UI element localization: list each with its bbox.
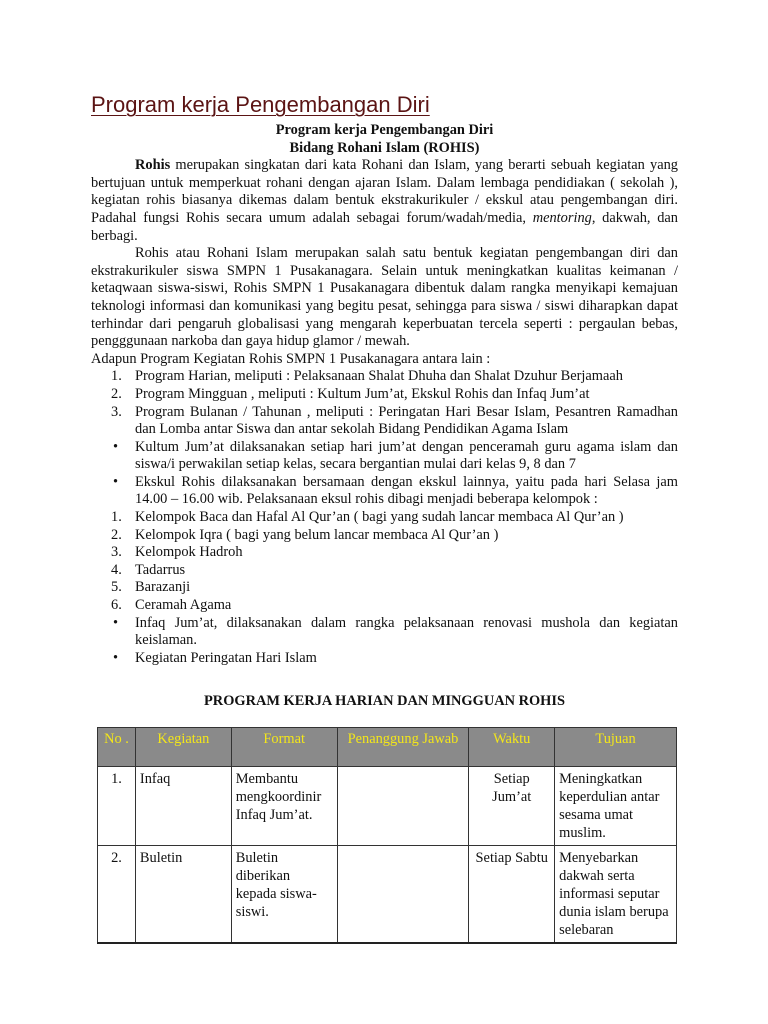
paragraph-intro-text: merupakan singkatan dari kata Rohani dan Islam, yang berarti sebuah kegiatan yang bertujuan untuk memperkuat rohani dengan ajaran Islam. Dalam lembaga pendidiakan ( sekolah ), kegiatan rohis biasanya dikemas dalam bentuk ekstrakurikuler / ekskul atau pengembangan diri. Padahal fungsi Rohis secara umum adalah sebagai forum/wadah/media, <box>91 157 678 226</box>
list-marker: 1. <box>111 509 122 526</box>
list-item-text: Barazanji <box>135 579 191 596</box>
table-header-cell: Kegiatan <box>135 728 231 767</box>
document-title: Program kerja Pengembangan Diri <box>275 122 494 138</box>
list-item-text: Program Bulanan / Tahunan , meliputi : Peringatan Hari Besar Islam, Pesantren Ramadhan dan Lomba antar Siswa dan antar sekolah Bidang Pendidikan Agama Islam <box>135 403 678 438</box>
table-body <box>98 767 677 944</box>
list-item <box>91 368 678 386</box>
list-marker: 4. <box>111 561 122 578</box>
page-heading: Program kerja Pengembangan Diri <box>91 92 430 117</box>
table-cell: Buletin <box>135 846 231 944</box>
list-item-text: Kelompok Iqra ( bagi yang belum lancar membaca Al Qur’an ) <box>135 526 499 543</box>
list-marker: • <box>113 649 119 666</box>
table-cell <box>337 846 469 944</box>
table-cell: Setiap Sabtu <box>469 846 555 944</box>
list-item-text: Tadarrus <box>135 561 186 578</box>
list-marker: 2. <box>111 526 122 543</box>
list-marker: • <box>113 614 119 631</box>
table-cell: Infaq <box>135 767 231 846</box>
table-header-cell: Format <box>231 728 337 767</box>
document-subtitle: Bidang Rohani Islam (ROHIS) <box>289 139 480 156</box>
list-item-text: Program Harian, meliputi : Pelaksanaan Shalat Dhuha dan Shalat Dzuhur Berjamaah <box>135 368 623 385</box>
list-item <box>91 579 678 597</box>
list-marker: 3. <box>111 544 122 561</box>
list-item-text: Kelompok Baca dan Hafal Al Qur’an ( bagi yang sudah lancar membaca Al Qur’an ) <box>135 509 624 526</box>
list-item <box>91 474 678 509</box>
table-cell: Menyebarkan dakwah serta informasi seputar dunia islam berupa selebaran <box>555 846 677 944</box>
list-marker: 3. <box>111 403 122 420</box>
program-list <box>91 368 678 509</box>
table-header-cell: No . <box>98 728 136 767</box>
list-item-text: Kultum Jum’at dilaksanakan setiap hari jum’at dengan penceramah guru agama islam dan siswa/i perwakilan setiap kelas, secara bergantian mulai dari kelas 9, 8 dan 7 <box>135 438 678 473</box>
table-cell: 2. <box>98 846 136 944</box>
rohis-bold-term: Rohis <box>135 157 171 174</box>
list-marker: 6. <box>111 597 122 614</box>
table-cell: Buletin diberikan kepada siswa-siswi. <box>231 846 337 944</box>
table-row <box>98 846 677 944</box>
list-item <box>91 404 678 439</box>
table-header-cell: Waktu <box>469 728 555 767</box>
list-item-text: Infaq Jum’at, dilaksanakan dalam rangka pelaksanaan renovasi mushola dan kegiatan keislaman. <box>135 614 678 649</box>
list-item <box>91 562 678 580</box>
list-marker: • <box>113 473 119 490</box>
list-item <box>91 615 678 650</box>
list-item <box>91 650 678 668</box>
list-item <box>91 527 678 545</box>
table-header-row <box>98 728 677 767</box>
table-cell: Membantu mengkoordinir Infaq Jum’at. <box>231 767 337 846</box>
paragraph-intro <box>91 157 678 245</box>
list-item-text: Kegiatan Peringatan Hari Islam <box>135 649 317 666</box>
list-marker: • <box>113 438 119 455</box>
table-header-cell: Tujuan <box>555 728 677 767</box>
paragraph-program-intro: Adapun Program Kegiatan Rohis SMPN 1 Pusakanagara antara lain : <box>91 350 491 367</box>
table-cell <box>337 767 469 846</box>
list-marker: 2. <box>111 385 122 402</box>
list-item <box>91 509 678 527</box>
mentoring-italic: mentoring <box>532 209 592 226</box>
paragraph-intro-end: , dakwah, dan berbagi. <box>91 209 678 244</box>
table-title: PROGRAM KERJA HARIAN DAN MINGGUAN ROHIS <box>204 693 565 709</box>
group-list <box>91 509 678 667</box>
list-item <box>91 544 678 562</box>
list-marker: 1. <box>111 368 122 385</box>
table-header-cell: Penanggung Jawab <box>337 728 469 767</box>
list-item-text: Kelompok Hadroh <box>135 544 243 561</box>
table-cell: Meningkatkan keperdulian antar sesama umat muslim. <box>555 767 677 846</box>
list-item-text: Ceramah Agama <box>135 597 232 614</box>
list-item <box>91 439 678 474</box>
table-cell: 1. <box>98 767 136 846</box>
list-item <box>91 386 678 404</box>
list-item <box>91 597 678 615</box>
list-item-text: Program Mingguan , meliputi : Kultum Jum’at, Ekskul Rohis dan Infaq Jum’at <box>135 385 590 402</box>
table-row <box>98 767 677 846</box>
paragraph-rohis: Rohis atau Rohani Islam merupakan salah satu bentuk kegiatan pengembangan diri dan ekstrakurikuler siswa SMPN 1 Pusakanagara. Selain untuk meningkatkan kualitas keimanan / ketaqwaan siswa-siswi, Rohis SMPN 1 Pusakanagara dibentuk dalam rangka menyikapi kemajuan teknologi informasi dan komunikasi yang begitu pesat, sehingga para siswa / siswi diharapkan dapat terhindar dari pengaruh globalisasi yang mengarah keperbuatan tercela seperti : pergaulan bebas, pengggunaan narkoba dan gaya hidup glamor / mewah. <box>91 245 678 350</box>
list-item-text: Ekskul Rohis dilaksanakan bersamaan dengan ekskul lainnya, yaitu pada hari Selasa jam 14.00 – 16.00 wib. Pelaksanaan eksul rohis dibagi menjadi beberapa kelompok : <box>135 473 678 508</box>
list-marker: 5. <box>111 579 122 596</box>
program-table <box>97 727 677 944</box>
document-body <box>91 122 678 667</box>
table-cell: Setiap Jum’at <box>469 767 555 846</box>
